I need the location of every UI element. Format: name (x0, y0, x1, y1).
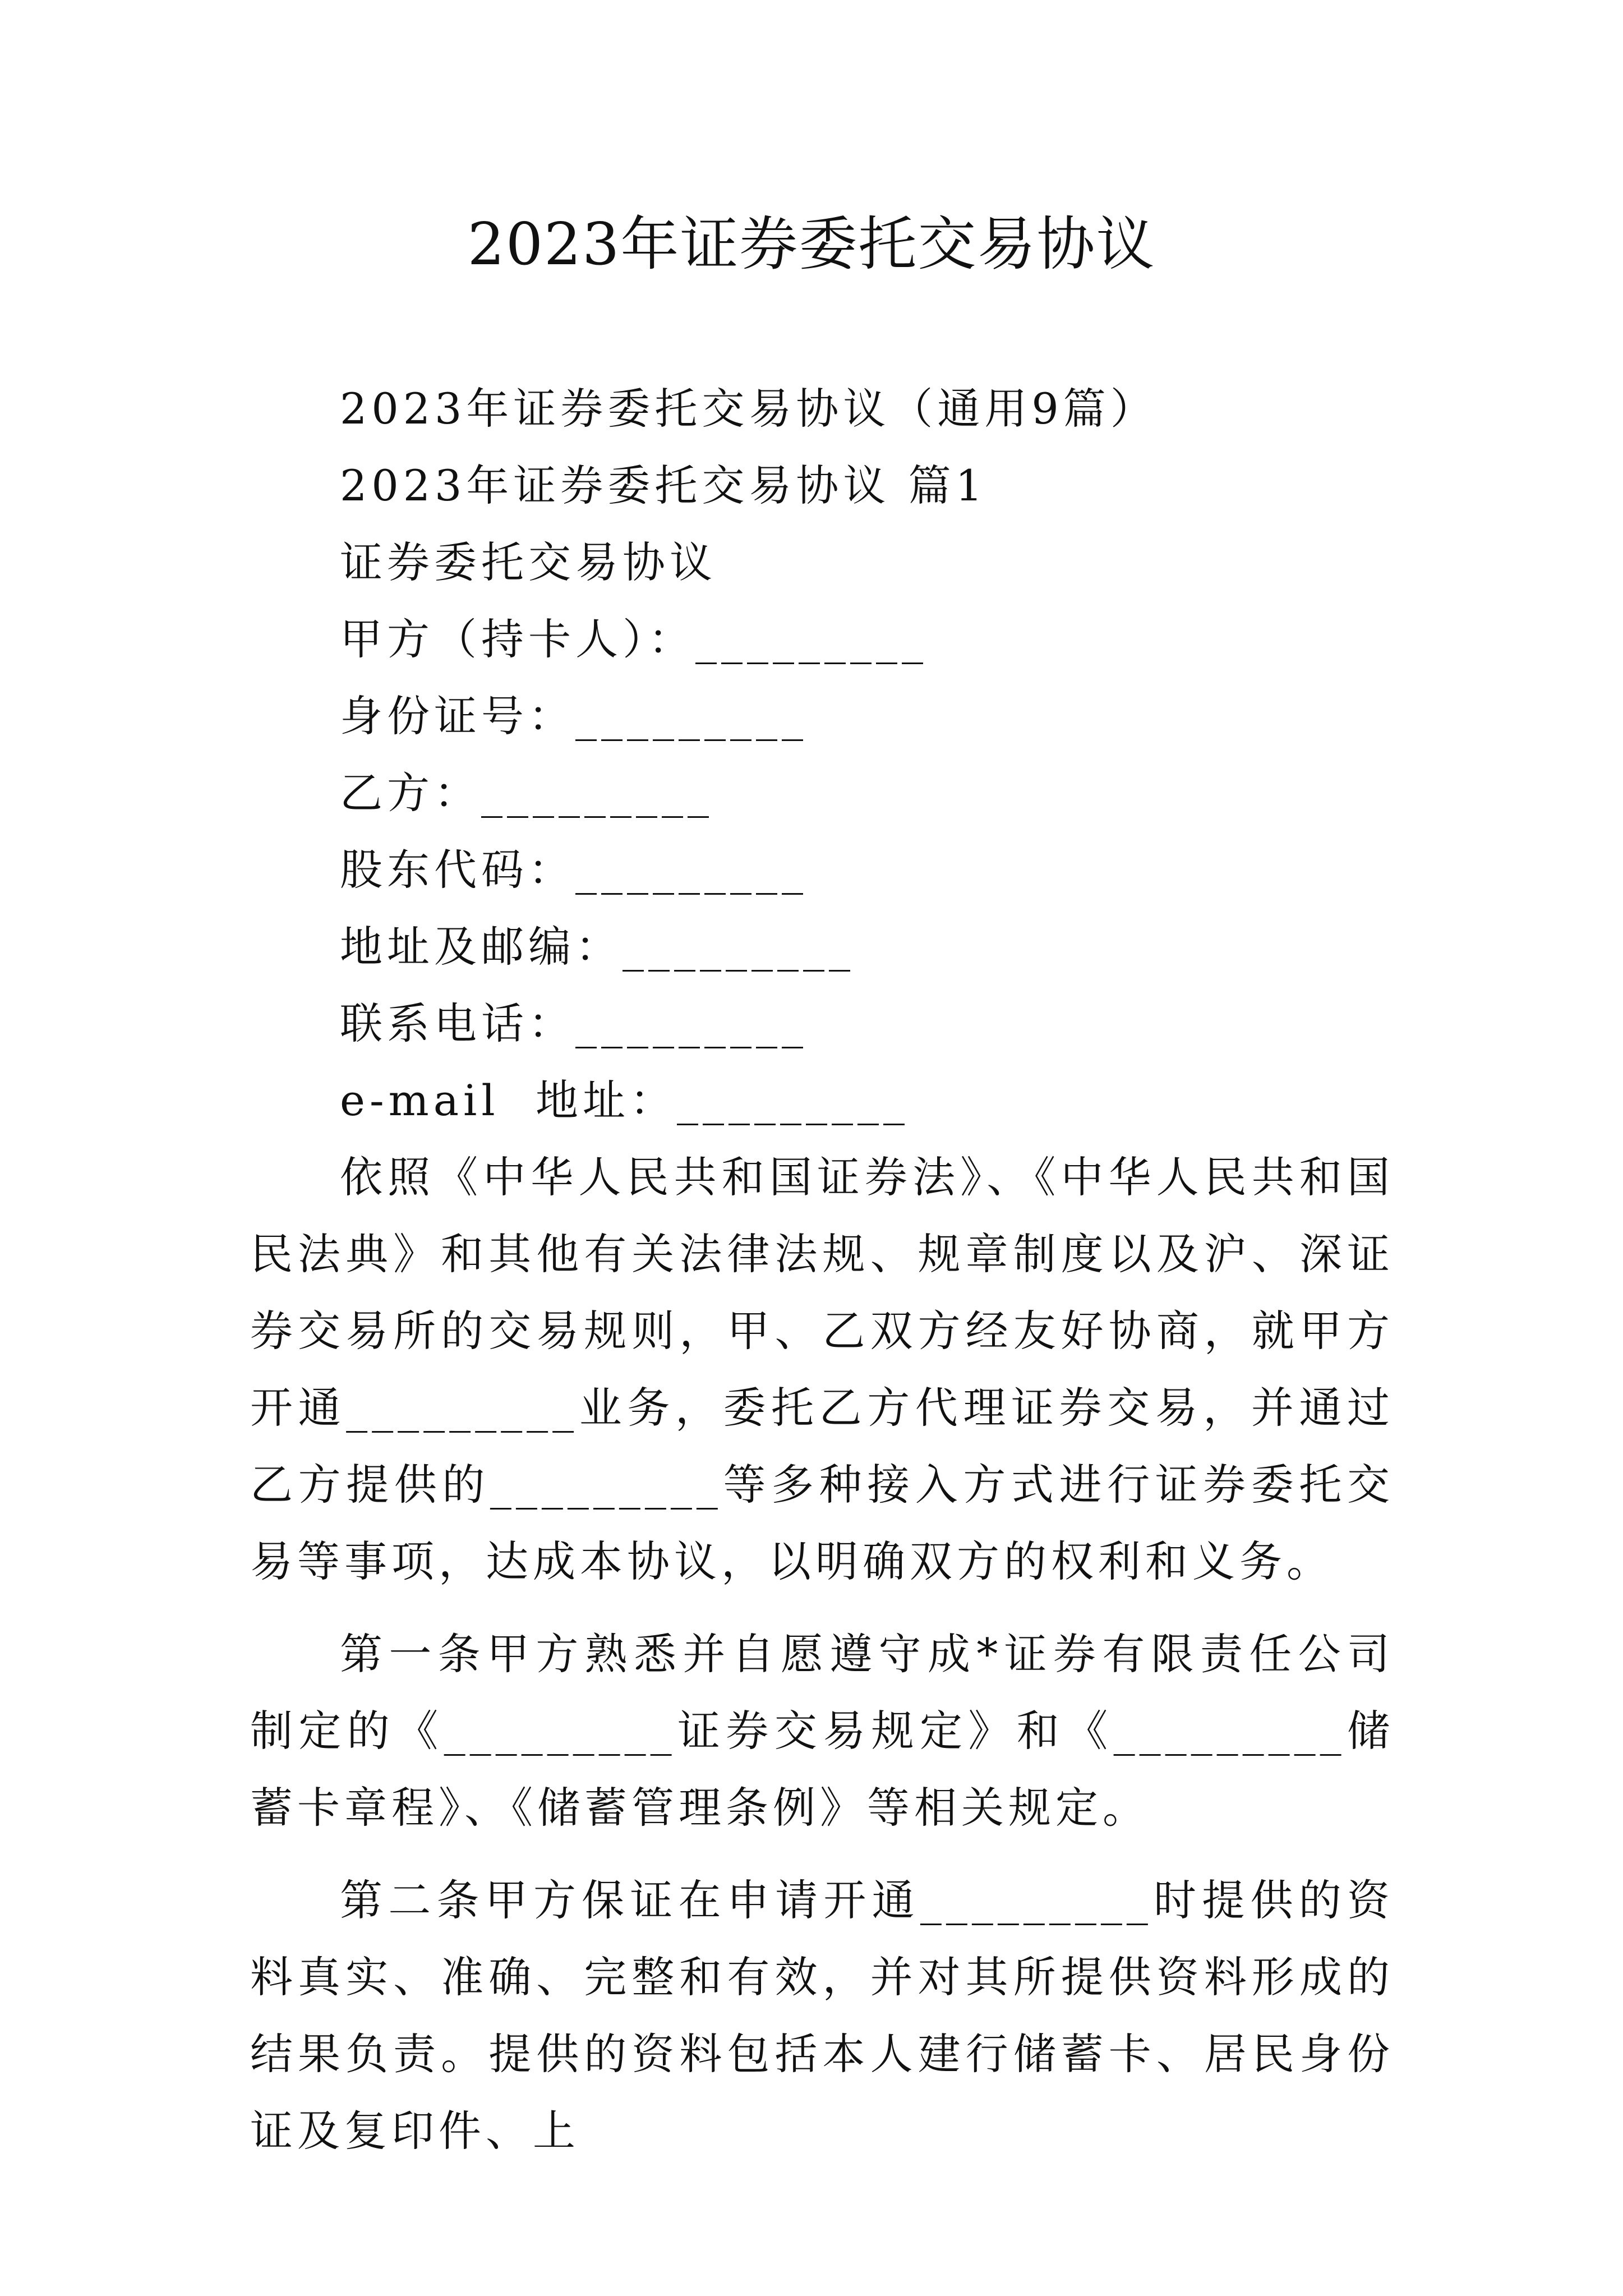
field-id-number (250, 678, 1394, 754)
field-address (250, 908, 1394, 985)
field-email (250, 1062, 1394, 1139)
document-title: 2023年证券委托交易协议 (467, 210, 1156, 278)
section-heading: 2023年证券委托交易协议 篇1 (340, 461, 987, 510)
field-value: _________ (575, 691, 808, 741)
field-label: 地址及邮编： (340, 922, 623, 972)
field-label: e-mail 地址： (340, 1075, 677, 1125)
document-subtitle: 2023年证券委托交易协议（通用9篇） (340, 384, 1158, 434)
field-value: _________ (676, 1075, 909, 1125)
field-label: 股东代码： (340, 845, 575, 895)
field-label: 甲方（持卡人）： (340, 614, 695, 664)
field-label: 身份证号： (340, 691, 575, 741)
paragraph-preamble: 依照《中华人民共和国证券法》、《中华人民共和国民法典》和其他有关法律法规、规章制度以及沪、深证券交易所的交易规则，甲、乙双方经友好协商，就甲方开通_________业务，委托乙方代理证券交易，并通过乙方提供的_________等多种接入方式进行证券委托交易等事项，达成本协议，以明确双方的权利和义务。 (250, 1152, 1394, 1586)
field-label: 联系电话： (340, 999, 575, 1048)
field-phone (250, 985, 1394, 1062)
field-value: _________ (623, 922, 855, 972)
document-body (250, 370, 1394, 2169)
field-shareholder-code (250, 831, 1394, 908)
field-label: 乙方： (340, 768, 481, 818)
field-value: _________ (575, 845, 808, 895)
field-value: _________ (695, 614, 928, 664)
field-party-a (250, 601, 1394, 678)
agreement-name: 证券委托交易协议 (340, 537, 717, 587)
field-value: _________ (575, 999, 808, 1048)
field-value: _________ (481, 768, 713, 818)
field-party-b (250, 754, 1394, 831)
paragraph-article-2: 第二条甲方保证在申请开通_________时提供的资料真实、准确、完整和有效，并对其所提供资料形成的结果负责。提供的资料包括本人建行储蓄卡、居民身份证及复印件、上 (250, 1875, 1394, 2156)
paragraph-article-1: 第一条甲方熟悉并自愿遵守成*证券有限责任公司制定的《_________证券交易规定》和《_________储蓄卡章程》、《储蓄管理条例》等相关规定。 (250, 1629, 1394, 1833)
